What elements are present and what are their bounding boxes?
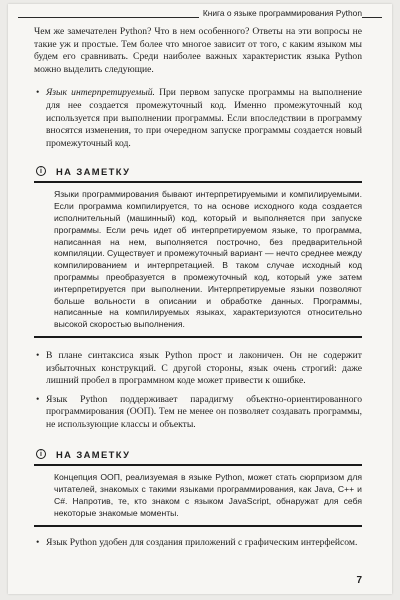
bullet-text: Язык Python поддерживает парадигму объектно-ориентированного программирования (ООП). Тем не менее он позволяет создавать программы, не использующие классы и объекты.: [46, 393, 362, 430]
info-icon: i: [36, 449, 46, 459]
note-header: [34, 164, 362, 178]
bullet-text: При первом запуске программы на выполнение для нее создается промежуточный код. Именно промежуточный код используется при выполнении программы. Если впоследствии в программу вносятся изменения, то при очередном запуске программы создается новый промежуточный код.: [46, 87, 362, 149]
page-content: [34, 26, 362, 549]
list-item: [34, 350, 362, 388]
list-item: [34, 87, 362, 150]
note-bottom-rule: [34, 525, 362, 527]
bullet-list-2: [34, 350, 362, 432]
bullet-text: Язык Python удобен для создания приложений с графическим интерфейсом.: [46, 536, 358, 548]
page-number: 7: [356, 575, 362, 586]
bullet-icon: •: [36, 393, 40, 405]
bullet-icon: •: [36, 349, 40, 361]
bullet-list-3: [34, 537, 362, 550]
bullet-text: В плане синтаксиса язык Python прост и лаконичен. Он не содержит избыточных конструкций. С другой стороны, язык очень строгий: даже лишний пробел в программном коде может привести к ошибке.: [46, 349, 362, 387]
note-header: [34, 447, 362, 461]
bullet-icon: •: [36, 536, 40, 548]
info-icon: i: [36, 166, 46, 176]
note-title: НА ЗАМЕТКУ: [56, 448, 131, 460]
note-title: НА ЗАМЕТКУ: [56, 165, 131, 177]
running-head: Книга о языке программирования Python: [199, 8, 362, 18]
note-box-1: [34, 164, 362, 338]
list-item: [34, 394, 362, 432]
note-text: Языки программирования бывают интерпретируемыми и компилируемыми. Если программа компилируется, то на основе исходного кода создается исполнительный (машинный) код, который и выполняется при запуске программы. Если речь идет об интерпретируемом языке, то программа, написанная на нем, выполняется построчно, без предварительной компиляции. Существует и промежуточный вариант — нечто среднее между компилированием и интерпретацией. В таком случае исходный код программы преобразуется в промежуточный код, который уже затем интерпретируется при выполнении. Интерпретируемые языки позволяют больше вольности в описании и обработке данных. Программы, написанные на компилируемых языках, характеризуются относительно высокой скоростью выполнения.: [54, 189, 362, 330]
book-page: [8, 4, 392, 594]
note-top-rule: [34, 181, 362, 183]
bullet-icon: •: [36, 87, 40, 99]
bullet-list-1: [34, 87, 362, 150]
note-text: Концепция ООП, реализуемая в языке Python, может стать сюрпризом для читателей, знакомых с такими языками программирования, как Java, C++ и C#. Напротив, те, кто знаком с языком JavaScript, обнаружат для себя некоторые знакомые моменты.: [54, 472, 362, 518]
bullet-term: Язык интерпретируемый.: [46, 87, 155, 99]
note-box-2: [34, 447, 362, 526]
intro-paragraph: Чем же замечателен Python? Что в нем особенного? Ответы на эти вопросы не такие уж и простые. Тем более что многое зависит от того, с каким языком мы будем его сравнивать. Среди наиболее важных характеристик языка Python можно выделить следующие.: [34, 26, 362, 75]
note-top-rule: [34, 464, 362, 466]
note-bottom-rule: [34, 336, 362, 338]
list-item: [34, 537, 362, 550]
